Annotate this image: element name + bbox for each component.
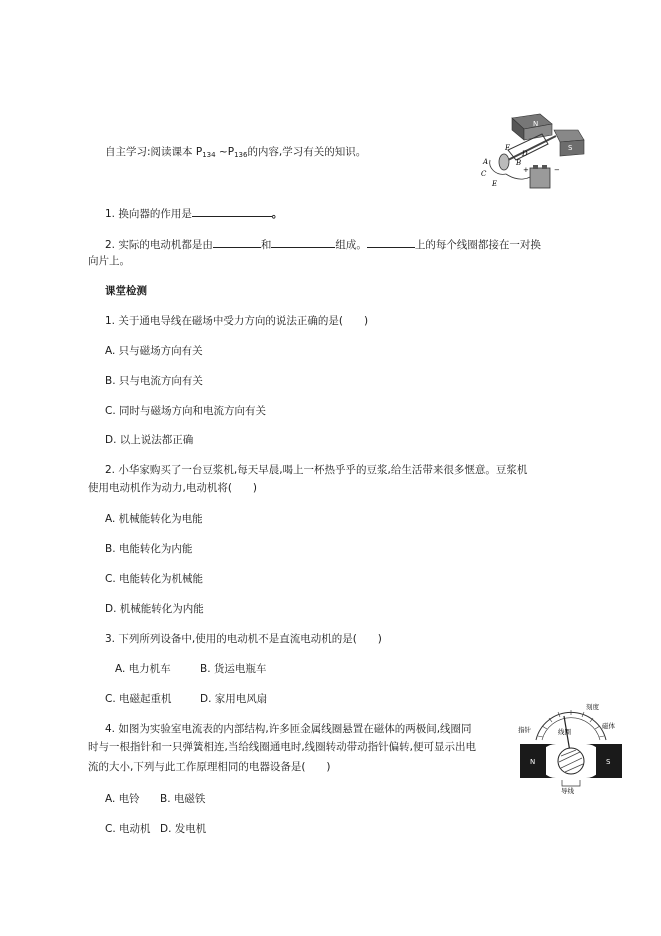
q2-stem-line1: 2. 小华家购买了一台豆浆机,每天早晨,喝上一杯热乎乎的豆浆,给生活带来很多惬意。豆浆机 — [105, 464, 528, 476]
q4-option-c[interactable]: C. 电动机 — [105, 823, 151, 835]
label-spring: 导线 — [561, 787, 574, 795]
label-n: N — [533, 120, 539, 128]
self-study-prefix: 自主学习:阅读课本 P — [105, 146, 203, 158]
battery-body — [530, 168, 550, 188]
q3-option-a[interactable]: A. 电力机车 — [115, 663, 171, 675]
q-commutator-text: 1. 换向器的作用是 — [105, 208, 192, 220]
q-commutator — [105, 205, 282, 221]
q1-option-c[interactable]: C. 同时与磁场方向和电流方向有关 — [105, 405, 267, 417]
lead-wires — [562, 780, 580, 786]
answer-blank[interactable] — [192, 205, 272, 217]
q-motor-line1 — [105, 236, 541, 252]
q4-stem-line1: 4. 如图为实验室电流表的内部结构,许多匝金属线圈悬置在磁体的两极间,线圈同 — [105, 723, 472, 735]
page-end: 136 — [234, 151, 248, 159]
label-plus: + — [523, 166, 529, 174]
label-pointer: 指针 — [518, 726, 531, 734]
q4-option-d[interactable]: D. 发电机 — [160, 823, 207, 835]
pole-label-s: S — [606, 758, 611, 766]
q3-option-b[interactable]: B. 货运电瓶车 — [200, 663, 267, 675]
self-study-line — [105, 145, 366, 162]
motor-diagram — [478, 110, 588, 192]
label-magnet: 磁体 — [602, 722, 615, 730]
scale-arc-inner — [542, 718, 600, 740]
q-motor-text-c: 组成。 — [335, 239, 367, 251]
label-scale: 刻度 — [586, 703, 599, 711]
label-c: C — [481, 170, 487, 178]
label-d: D — [522, 150, 528, 158]
battery-terminal-pos — [533, 165, 538, 169]
label-b: B — [516, 159, 522, 167]
page-tilde: ~P — [215, 146, 235, 158]
label-f: F — [505, 144, 510, 152]
q1-option-b[interactable]: B. 只与电流方向有关 — [105, 375, 203, 387]
q-motor-text-a: 2. 实际的电动机都是由 — [105, 239, 213, 251]
pole-label-n: N — [530, 758, 536, 766]
q-commutator-end: 。 — [271, 208, 283, 220]
label-a: A — [483, 158, 489, 166]
q-motor-text-b: 和 — [260, 239, 272, 251]
label-s: S — [568, 144, 573, 152]
q3-option-d[interactable]: D. 家用电风扇 — [200, 693, 268, 705]
label-minus: − — [554, 166, 560, 174]
q2-option-b[interactable]: B. 电能转化为内能 — [105, 543, 193, 555]
q3-option-c[interactable]: C. 电磁起重机 — [105, 693, 172, 705]
scale-arc — [536, 712, 606, 740]
q2-option-a[interactable]: A. 机械能转化为电能 — [105, 513, 203, 525]
answer-blank[interactable] — [213, 236, 261, 248]
scale-ticks — [538, 710, 604, 737]
q2-stem-line2: 使用电动机作为动力,电动机将( ) — [88, 482, 258, 494]
q2-option-c[interactable]: C. 电能转化为机械能 — [105, 573, 204, 585]
ammeter-diagram — [516, 700, 626, 795]
q1-stem: 1. 关于通电导线在磁场中受力方向的说法正确的是( ) — [105, 315, 369, 327]
q-motor-text-d: 上的每个线圈都接在一对换 — [414, 239, 541, 251]
label-coil: 线圈 — [558, 728, 571, 736]
q4-option-a[interactable]: A. 电铃 — [105, 793, 140, 805]
battery-terminal-neg — [542, 165, 547, 169]
q3-stem: 3. 下列所列设备中,使用的电动机不是直流电动机的是( ) — [105, 633, 382, 645]
commutator — [499, 154, 509, 170]
q4-option-b[interactable]: B. 电磁铁 — [160, 793, 206, 805]
q2-option-d[interactable]: D. 机械能转化为内能 — [105, 603, 204, 615]
q4-stem-line3: 流的大小,下列与此工作原理相同的电器设备是( ) — [88, 761, 331, 773]
q4-stem-line2: 时与一根指针和一只弹簧相连,当给线圈通电时,线圈转动带动指针偏转,便可显示出电 — [88, 741, 477, 753]
q1-option-a[interactable]: A. 只与磁场方向有关 — [105, 345, 203, 357]
q1-option-d[interactable]: D. 以上说法都正确 — [105, 434, 194, 446]
q-motor-line2: 向片上。 — [88, 255, 130, 267]
answer-blank[interactable] — [367, 236, 415, 248]
self-study-suffix: 的内容,学习有关的知识。 — [247, 146, 367, 158]
section-title: 课堂检测 — [105, 285, 147, 297]
label-e: E — [492, 180, 498, 188]
answer-blank[interactable] — [271, 236, 335, 248]
page-start: 134 — [202, 151, 216, 159]
